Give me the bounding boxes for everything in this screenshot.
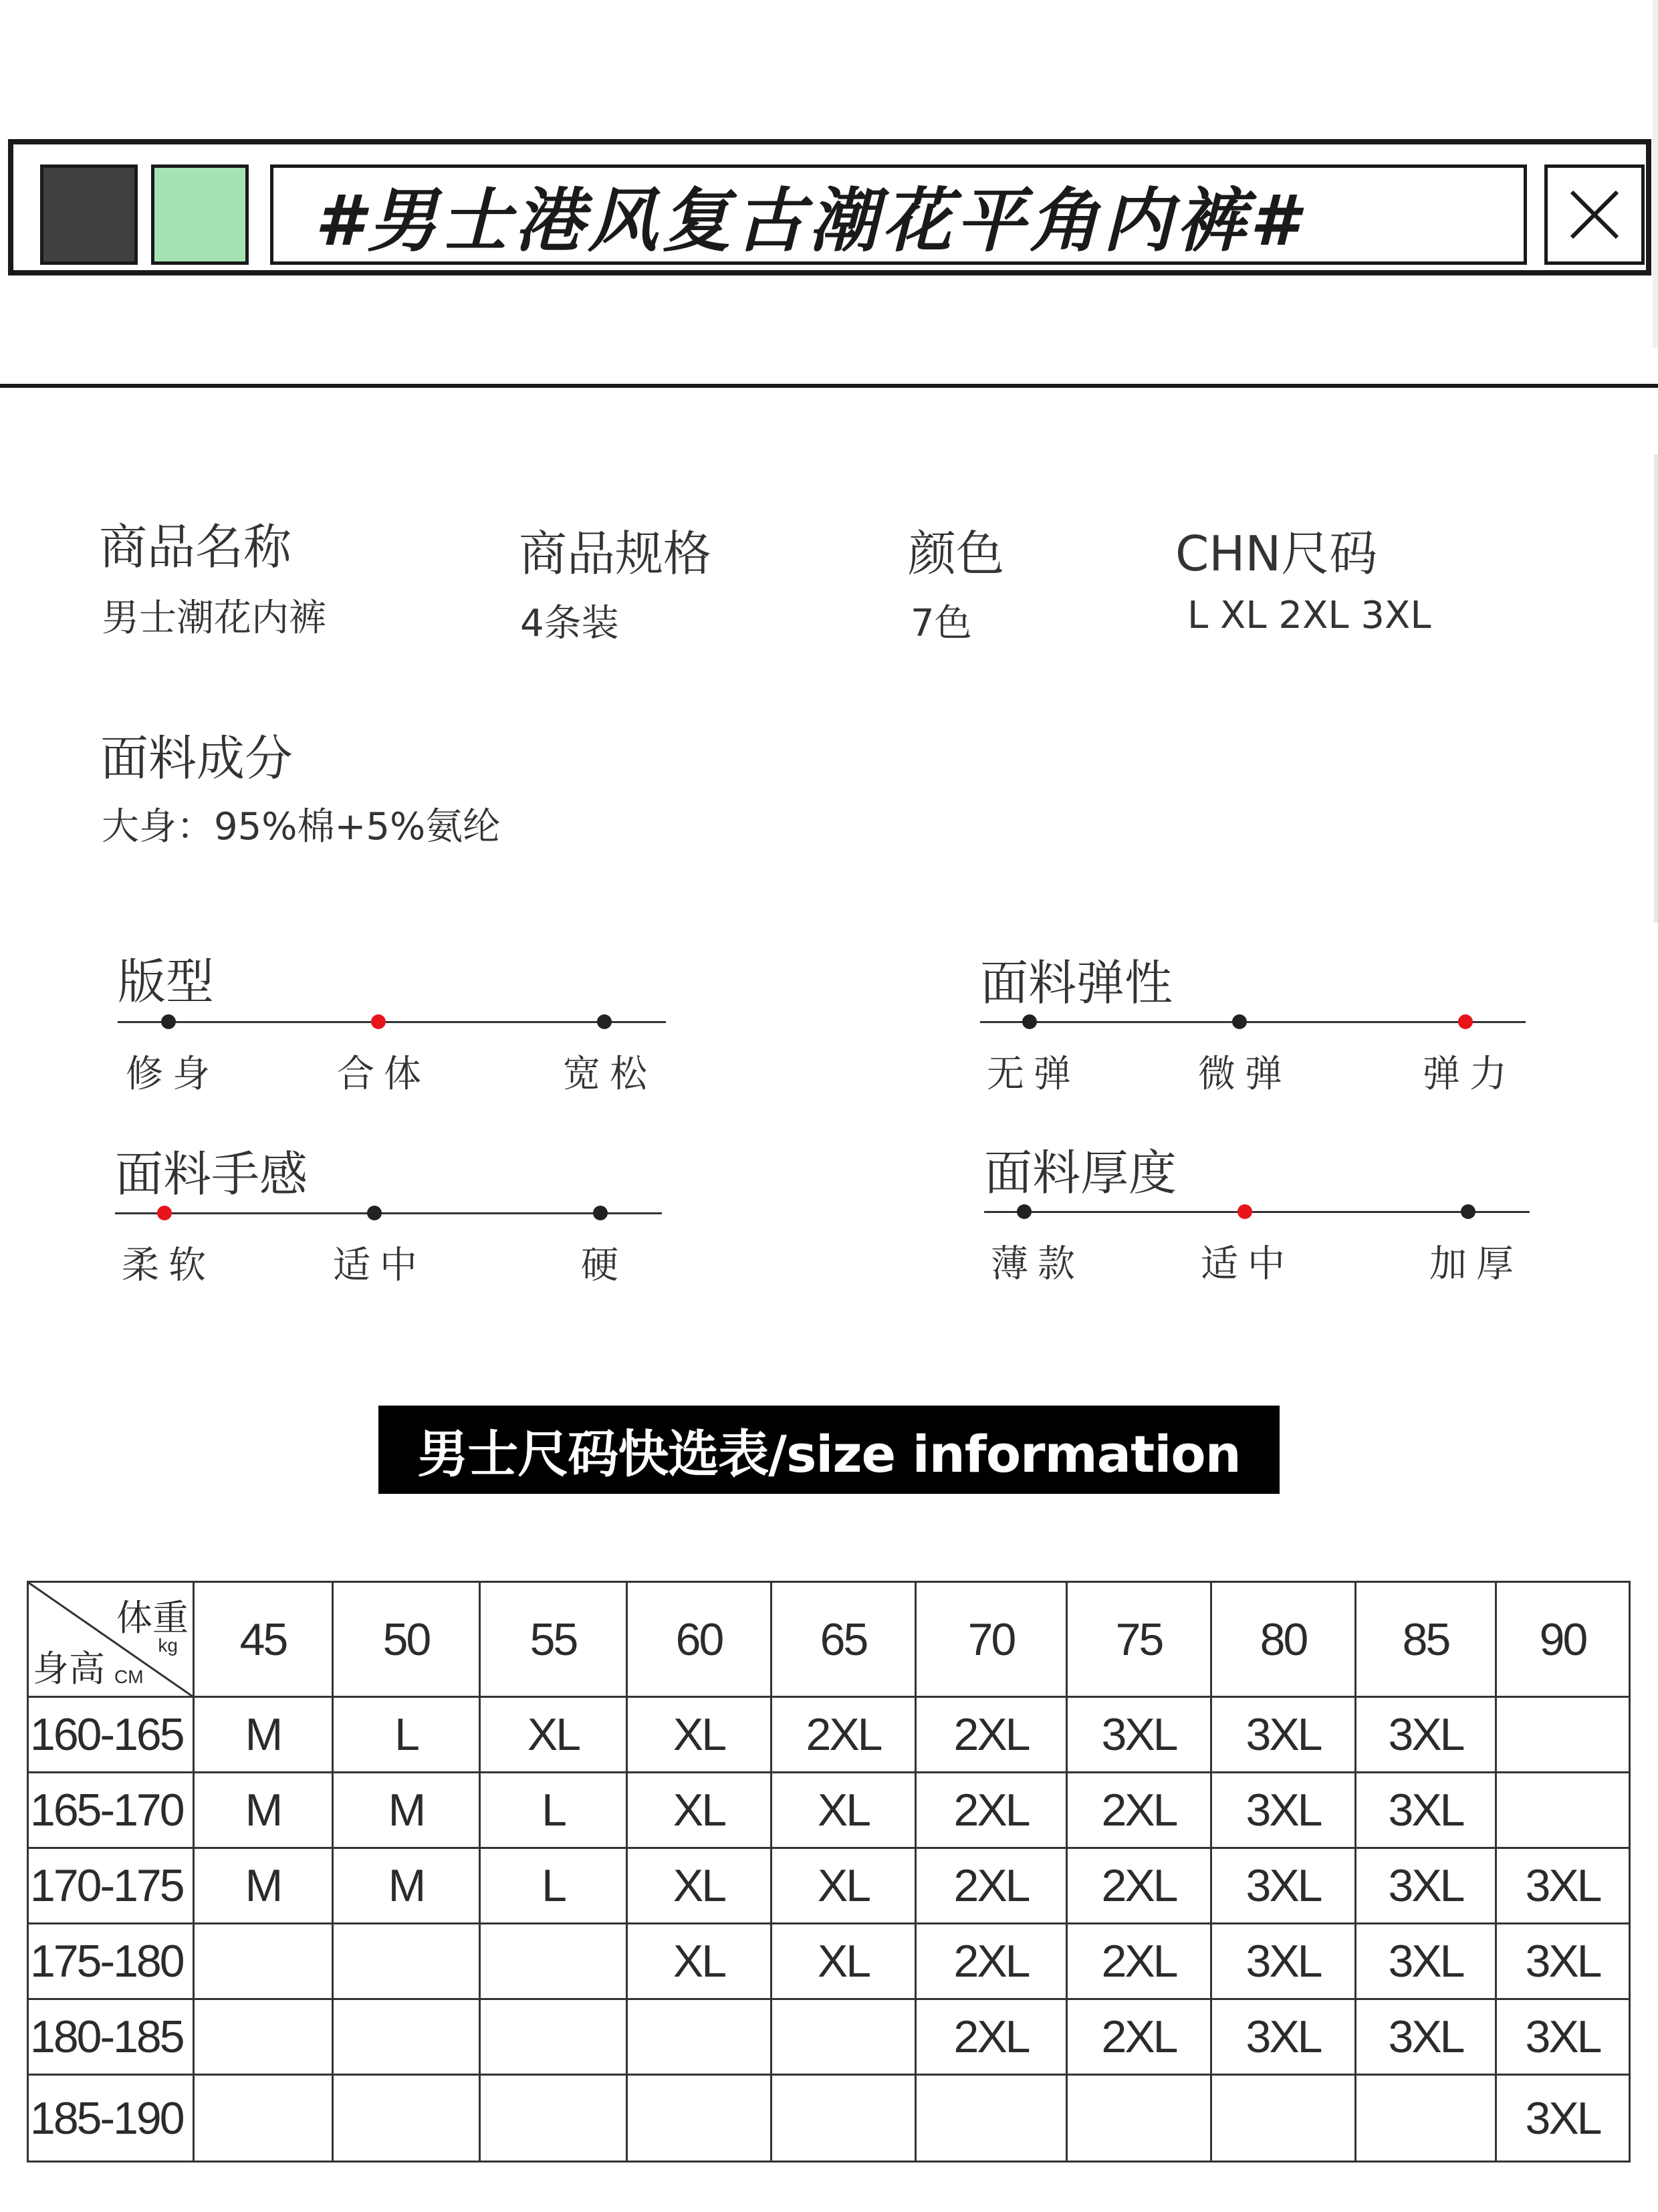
weight-header: 85 [1356,1582,1496,1697]
size-cell [1356,2075,1496,2162]
product-spec-value: 4条装 [520,602,619,645]
size-label: CHN尺码 [1175,526,1378,582]
height-axis-label: 身高 [33,1649,105,1689]
weight-header: 50 [333,1582,480,1697]
size-cell: 3XL [1356,1697,1496,1773]
size-cell [194,2075,333,2162]
title-box [270,164,1527,265]
slider-dot-1 [1237,1204,1252,1219]
size-cell [480,1924,627,1999]
size-cell: 3XL [1211,1848,1356,1924]
size-cell: 3XL [1067,1697,1211,1773]
slider-label: 弹力 [1423,1053,1516,1096]
height-range-cell: 180-185 [28,1999,194,2075]
slider-label: 修身 [126,1053,219,1096]
color-swatch-green [151,164,249,265]
size-cell [916,2075,1067,2162]
weight-header: 80 [1211,1582,1356,1697]
size-cell [333,1999,480,2075]
slider-label: 薄款 [991,1242,1084,1286]
size-cell: 2XL [916,1697,1067,1773]
size-cell: 3XL [1211,1773,1356,1848]
size-cell [480,2075,627,2162]
color-swatch-dark [40,164,138,265]
page-edge [1653,0,1658,348]
height-range-cell: 160-165 [28,1697,194,1773]
product-name-value: 男士潮花内裤 [102,596,326,640]
slider-label: 适中 [333,1244,427,1287]
size-cell: XL [627,1773,772,1848]
size-cell: 2XL [916,1773,1067,1848]
height-range-cell: 170-175 [28,1848,194,1924]
height-unit: CM [114,1666,144,1687]
weight-unit: kg [158,1635,178,1656]
table-row [28,2075,1630,2162]
slider-label: 柔软 [122,1244,215,1287]
slider-dot-2 [597,1014,612,1029]
size-cell: XL [627,1924,772,1999]
slider-track [984,1211,1530,1213]
table-row [28,1848,1630,1924]
close-icon [1568,188,1621,241]
slider-dot-1 [367,1206,382,1220]
slider-dot-0 [1017,1204,1032,1219]
slider-title: 面料手感 [115,1146,308,1202]
size-cell [194,1924,333,1999]
slider-dot-0 [161,1014,176,1029]
weight-axis-label: 体重 [116,1598,189,1638]
slider-title: 面料弹性 [980,955,1173,1011]
size-cell: 3XL [1356,1924,1496,1999]
size-cell: XL [772,1848,916,1924]
weight-header: 70 [916,1582,1067,1697]
table-row [28,1924,1630,1999]
product-name-label: 商品名称 [99,519,292,575]
close-button[interactable] [1544,164,1645,265]
height-range-cell: 185-190 [28,2075,194,2162]
slider-dot-2 [1458,1014,1473,1029]
color-value: 7色 [911,602,972,645]
slider-label: 宽松 [563,1053,657,1096]
slider-dot-1 [1232,1014,1247,1029]
size-cell: 2XL [1067,1848,1211,1924]
size-cell [1496,1697,1630,1773]
page-title: #男士港风复古潮花平角内裤# [315,180,1302,261]
weight-header: 90 [1496,1582,1630,1697]
size-cell: 2XL [916,1848,1067,1924]
weight-header: 55 [480,1582,627,1697]
slider-label: 硬 [581,1244,628,1287]
size-cell: M [194,1848,333,1924]
slider-label: 适中 [1201,1242,1294,1286]
size-value: L XL 2XL 3XL [1187,594,1431,637]
size-cell: L [480,1848,627,1924]
slider-title: 面料厚度 [984,1145,1177,1201]
page-edge [1654,455,1658,923]
size-cell: M [333,1848,480,1924]
size-chart-banner [378,1406,1280,1494]
slider-dot-1 [371,1014,386,1029]
slider-dot-2 [593,1206,608,1220]
section-divider [0,384,1658,388]
fabric-value: 大身：95%棉+5%氨纶 [102,805,501,849]
size-cell [480,1999,627,2075]
size-table [27,1581,1631,2163]
size-cell: 3XL [1211,1999,1356,2075]
table-row [28,1697,1630,1773]
size-cell [1496,1773,1630,1848]
size-cell [333,2075,480,2162]
size-cell: 3XL [1356,1999,1496,2075]
size-cell: 3XL [1496,1848,1630,1924]
slider-dot-0 [157,1206,172,1220]
size-cell: 2XL [772,1697,916,1773]
slider-track [118,1021,666,1023]
corner-cell [28,1582,194,1697]
size-cell: XL [627,1697,772,1773]
size-cell: L [480,1773,627,1848]
weight-header: 45 [194,1582,333,1697]
size-cell: 2XL [1067,1924,1211,1999]
table-row [28,1999,1630,2075]
size-cell: 3XL [1211,1924,1356,1999]
title-bar [8,139,1651,275]
height-range-cell: 175-180 [28,1924,194,1999]
slider-dot-0 [1022,1014,1037,1029]
size-cell [194,1999,333,2075]
size-cell: M [194,1773,333,1848]
size-cell: XL [627,1848,772,1924]
size-cell: M [333,1773,480,1848]
size-cell: 3XL [1496,1924,1630,1999]
size-cell: 3XL [1211,1697,1356,1773]
weight-header-row [28,1582,1630,1697]
size-cell: XL [480,1697,627,1773]
size-cell: 3XL [1496,1999,1630,2075]
product-spec-label: 商品规格 [519,526,712,582]
size-cell [1211,2075,1356,2162]
slider-label: 加厚 [1429,1242,1523,1286]
size-cell [1067,2075,1211,2162]
height-range-cell: 165-170 [28,1773,194,1848]
slider-track [980,1021,1526,1023]
slider-label: 合体 [337,1053,431,1096]
table-row [28,1773,1630,1848]
size-cell [333,1924,480,1999]
size-cell: M [194,1697,333,1773]
size-cell: 3XL [1356,1848,1496,1924]
size-cell: XL [772,1924,916,1999]
weight-header: 65 [772,1582,916,1697]
size-cell: 3XL [1496,2075,1630,2162]
size-chart-title: 男士尺码快选表/size information [417,1424,1241,1484]
slider-track [115,1212,662,1214]
size-cell [772,2075,916,2162]
size-cell: 2XL [1067,1999,1211,2075]
size-cell [772,1999,916,2075]
color-label: 颜色 [908,526,1005,582]
slider-label: 无弹 [987,1053,1080,1096]
fabric-label: 面料成分 [100,730,293,786]
size-cell: 2XL [916,1999,1067,2075]
size-cell: 2XL [916,1924,1067,1999]
slider-label: 微弹 [1198,1053,1292,1096]
weight-header: 75 [1067,1582,1211,1697]
size-cell: L [333,1697,480,1773]
slider-title: 版型 [118,954,215,1010]
size-cell [627,1999,772,2075]
size-cell: 2XL [1067,1773,1211,1848]
size-cell: XL [772,1773,916,1848]
weight-header: 60 [627,1582,772,1697]
size-cell: 3XL [1356,1773,1496,1848]
size-cell [627,2075,772,2162]
slider-dot-2 [1461,1204,1475,1219]
